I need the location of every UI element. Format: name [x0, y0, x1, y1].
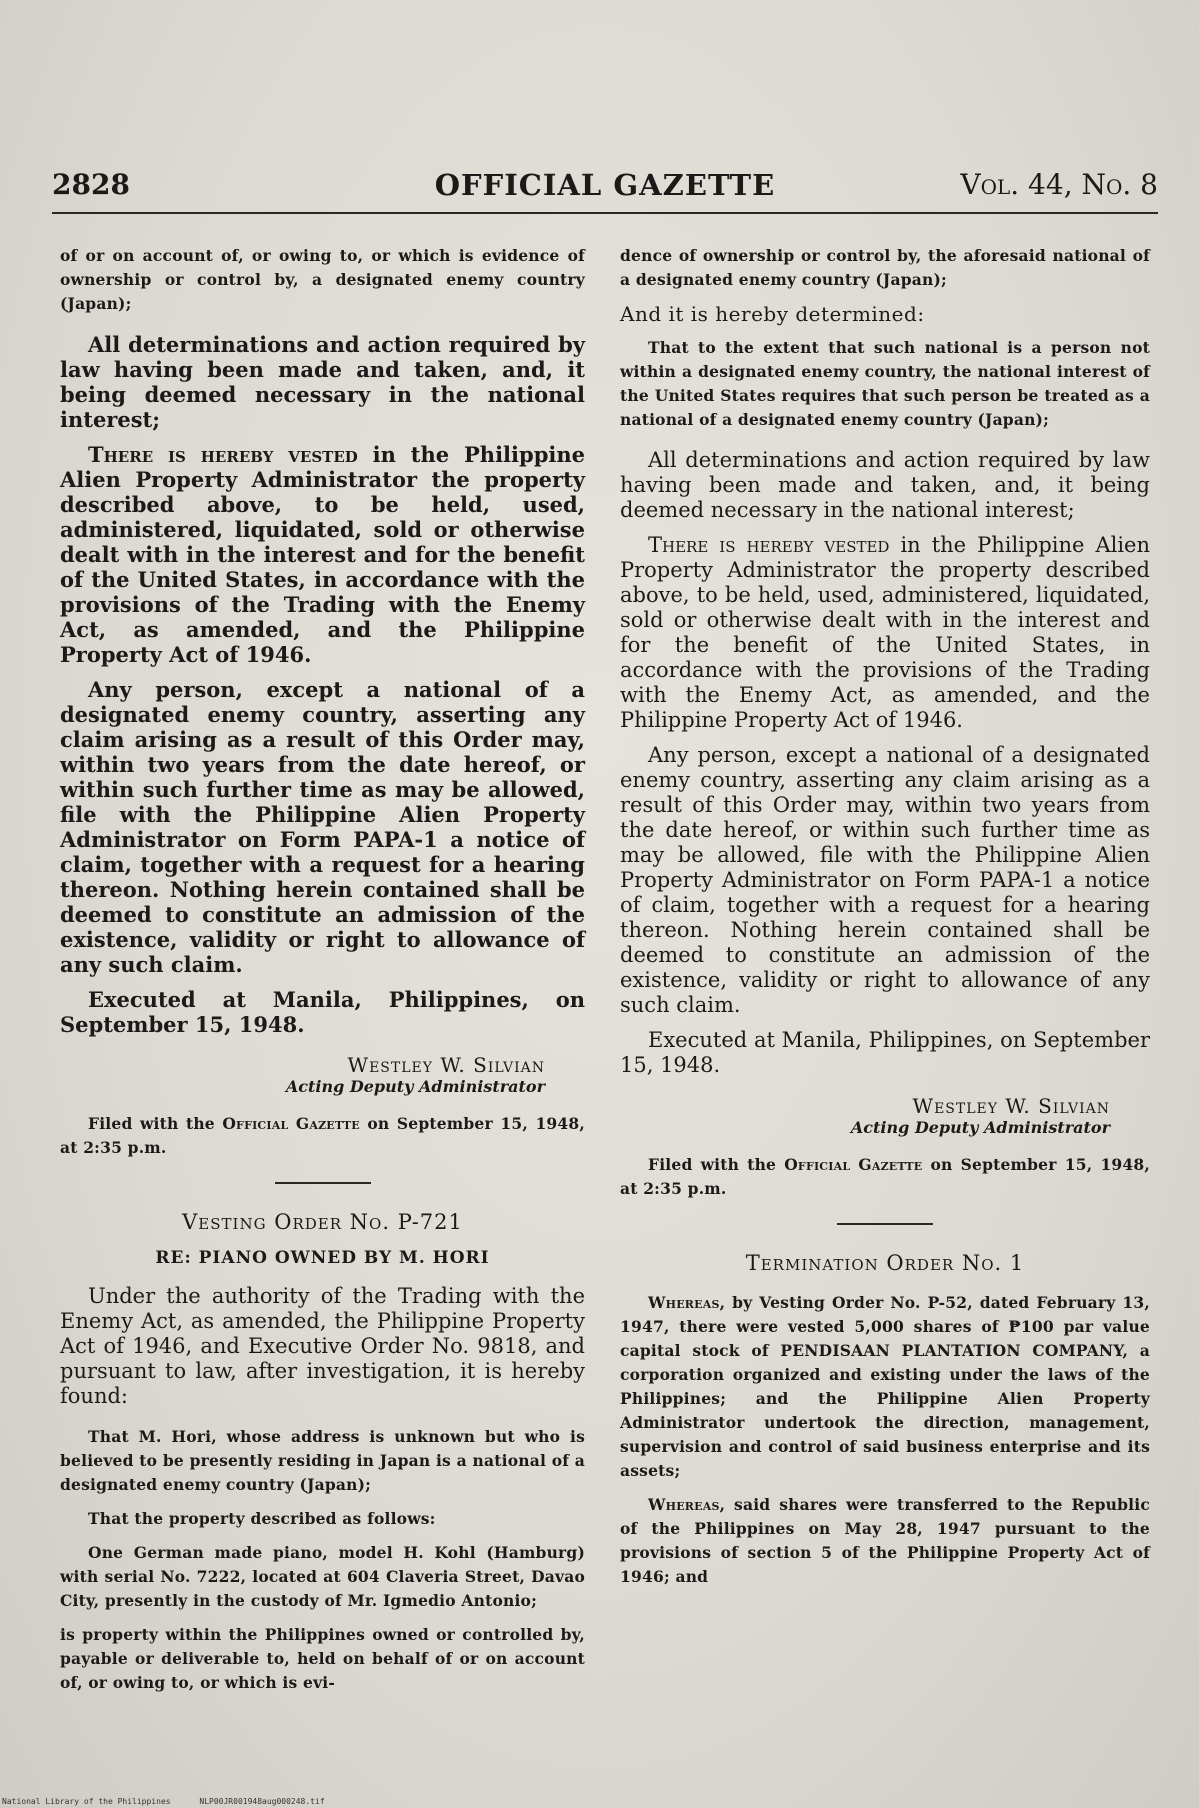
whereas-lead: Whereas, — [648, 1495, 726, 1514]
claim-paragraph: Any person, except a national of a designated enemy country, asserting any claim arising as a result of this Order may, within two years from the date hereof, or within such further time as may be allowed, file with the Philippine Alien Property Administrator on Form PAPA-1 a notice of claim, together with a request for a hearing thereon. Nothing herein contained shall be deemed to constitute an admission of the existence, validity or right to allowance of any such claim. — [60, 677, 585, 977]
right-column — [620, 244, 1150, 1589]
property-ownership: is property within the Philippines owned or controlled by, payable or deliverable to, held on behalf of or on account of, or owing to, or which is evi- — [60, 1625, 585, 1692]
vesting-order-subheading: RE: PIANO OWNED BY M. HORI — [155, 1248, 490, 1268]
filed-gazette: Official Gazette — [222, 1114, 360, 1133]
finding-paragraph: That M. Hori, whose address is unknown but who is believed to be presently residing in Japan is a national of a designated enemy country (Japan); — [60, 1427, 585, 1494]
vesting-text: in the Philippine Alien Property Administrator the property described above, to be held, used, administered, liquidated, sold or otherwise dealt with in the interest and for the benefit of the United States, in accordance with the provisions of the Trading with the Enemy Act, as amended, and the Philippine Property Act of 1946. — [620, 533, 1151, 732]
library-credit: National Library of the Philippines — [2, 1797, 171, 1806]
page-number: 2828 — [52, 168, 130, 201]
vesting-text: in the Philippine Alien Property Administrator the property described above, to be held, used, administered, liquidated, sold or otherwise dealt with in the interest and for the benefit of the United States, in accordance with the provisions of the Trading with the Enemy Act, as amended, and the Philippine Property Act of 1946. — [60, 442, 585, 667]
executed-paragraph: Executed at Manila, Philippines, on September 15, 1948. — [60, 987, 585, 1037]
scan-footer — [2, 1797, 349, 1806]
publication-title: OFFICIAL GAZETTE — [434, 168, 776, 202]
vesting-lead: There is hereby vested — [88, 442, 358, 467]
property-description: One German made piano, model H. Kohl (Hamburg) with serial No. 7222, located at 604 Claveria Street, Davao City, presently in the custody of Mr. Igmedio Antonio; — [60, 1543, 585, 1610]
filed-pre: Filed with the — [648, 1155, 785, 1174]
signatory-title: Acting Deputy Administrator — [285, 1077, 545, 1096]
claim-paragraph: Any person, except a national of a designated enemy country, asserting any claim arising as a result of this Order may, within two years from the date hereof, or within such further time as may be allowed, file with the Philippine Alien Property Administrator on Form PAPA-1 a notice of claim, together with a request for a hearing thereon. Nothing herein contained shall be deemed to constitute an admission of the existence, validity or right to allowance of any such claim. — [620, 743, 1150, 1017]
whereas-lead: Whereas, — [648, 1293, 726, 1312]
page-header — [52, 168, 1158, 208]
filed-note — [620, 1153, 1150, 1201]
vesting-paragraph — [60, 442, 585, 667]
continued-paragraph: dence of ownership or control by, the aforesaid national of a designated enemy country (Japan); — [620, 246, 1150, 289]
signatory-title: Acting Deputy Administrator — [850, 1118, 1110, 1137]
whereas-paragraph-2 — [620, 1493, 1150, 1589]
filed-post: on September 15, 1948, at 2:35 p.m. — [60, 1114, 585, 1157]
national-interest-paragraph: That to the extent that such national is a person not within a designated enemy country, the national interest of the United States requires that such person be treated as a national of a designated enemy country (Japan); — [620, 338, 1150, 429]
determinations-paragraph: All determinations and action required by law having been made and taken, and, it being deemed necessary in the national interest; — [60, 332, 585, 432]
vesting-order-heading: Vesting Order No. P-721 — [182, 1210, 463, 1234]
determined-heading: And it is hereby determined: — [620, 302, 925, 326]
header-rule — [52, 212, 1158, 214]
scan-filename: NLP00JR001948aug000248.tif — [199, 1797, 325, 1806]
property-intro: That the property described as follows: — [88, 1509, 436, 1528]
filed-note — [60, 1112, 585, 1160]
whereas-paragraph-1 — [620, 1291, 1150, 1483]
filed-pre: Filed with the — [88, 1114, 223, 1133]
whereas-text: said shares were transferred to the Republic of the Philippines on May 28, 1947 pursuant to the provisions of section 5 of the Philippine Property Act of 1946; and — [620, 1495, 1150, 1586]
signatory-name: Westley W. Silvian — [347, 1053, 545, 1077]
authority-paragraph: Under the authority of the Trading with the Enemy Act, as amended, the Philippine Property Act of 1946, and Executive Order No. 9818, and pursuant to law, after investigation, it is hereby found: — [60, 1284, 585, 1408]
determinations-paragraph: All determinations and action required by law having been made and taken, and, it being deemed necessary in the national interest; — [620, 448, 1150, 522]
termination-order-heading: Termination Order No. 1 — [745, 1251, 1025, 1275]
filed-gazette: Official Gazette — [784, 1155, 923, 1174]
section-divider — [275, 1182, 371, 1184]
vesting-paragraph — [620, 533, 1150, 733]
volume-number: Vol. 44, No. 8 — [960, 168, 1158, 201]
filed-post: on September 15, 1948, at 2:35 p.m. — [620, 1155, 1150, 1198]
continued-paragraph: of or on account of, or owing to, or which is evidence of ownership or control by, a designated enemy country (Japan); — [60, 246, 585, 313]
vesting-lead: There is hereby vested — [648, 533, 890, 557]
left-column — [60, 244, 585, 1695]
executed-paragraph: Executed at Manila, Philippines, on September 15, 1948. — [620, 1028, 1150, 1077]
signatory-name: Westley W. Silvian — [912, 1094, 1110, 1118]
whereas-text: by Vesting Order No. P-52, dated February 13, 1947, there were vested 5,000 shares of ₱100 par value capital stock of PENDISAAN PLANTATION COMPANY, a corporation organized and existing under the laws of the Philippines; and the Philippine Alien Property Administrator undertook the direction, management, supervision and control of said business enterprise and its assets; — [620, 1293, 1150, 1480]
section-divider — [837, 1223, 933, 1225]
